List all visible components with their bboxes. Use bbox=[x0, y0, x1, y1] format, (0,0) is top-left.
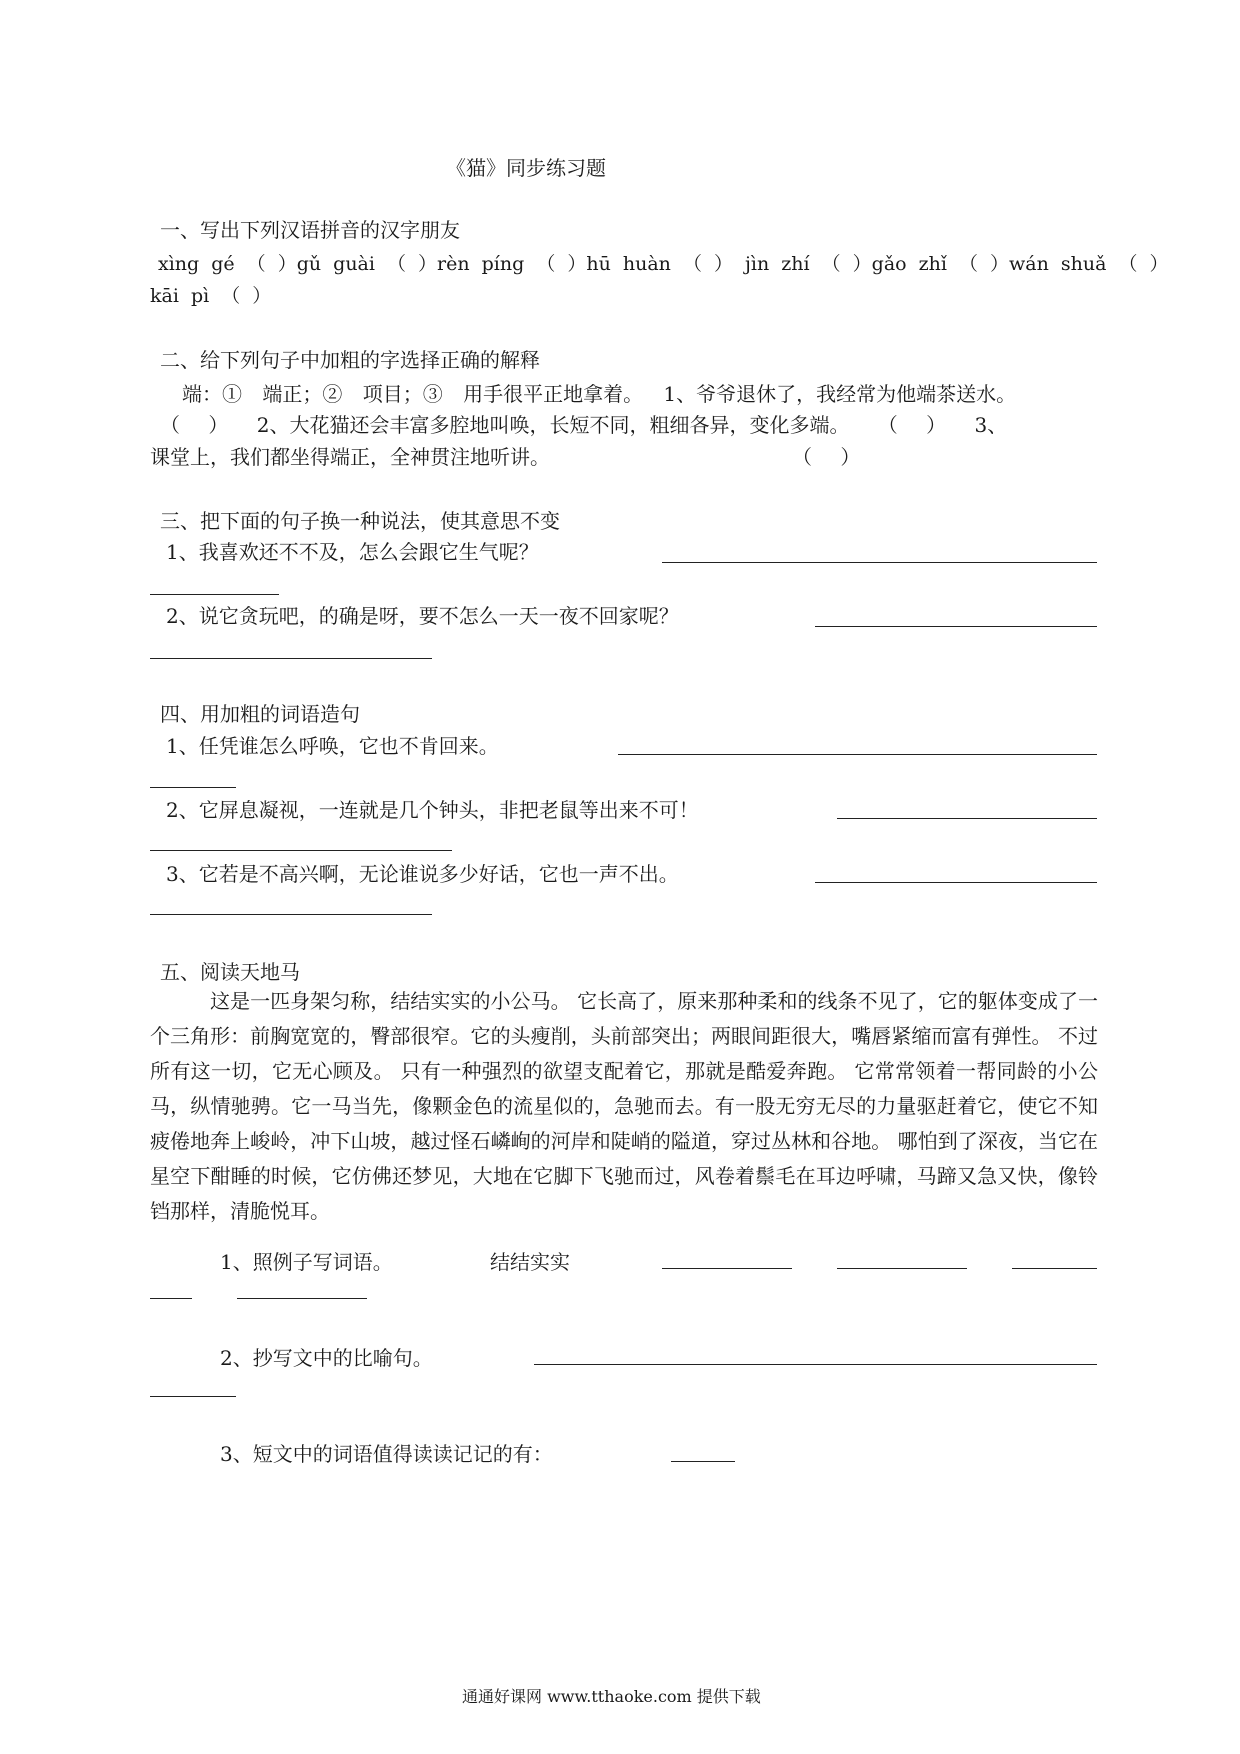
section-4-heading: 四、用加粗的词语造句 bbox=[160, 702, 360, 726]
section-5-question-1: 1、照例子写词语。 bbox=[220, 1250, 393, 1274]
answer-line bbox=[815, 626, 1097, 627]
section-3-question-1: 1、我喜欢还不不及，怎么会跟它生气呢？ bbox=[166, 540, 539, 564]
page-footer: 通通好课网 www.tthaoke.com 提供下载 bbox=[462, 1687, 761, 1706]
section-1-heading: 一、写出下列汉语拼音的汉字朋友 bbox=[160, 218, 460, 242]
section-3-question-2: 2、说它贪玩吧，的确是呀，要不怎么一天一夜不回家呢？ bbox=[166, 604, 679, 628]
page-title: 《猫》同步练习题 bbox=[446, 156, 606, 180]
pinyin-row-2: kāi pì （ ） bbox=[150, 285, 272, 307]
answer-line bbox=[150, 594, 279, 595]
answer-line bbox=[837, 818, 1097, 819]
answer-line bbox=[1012, 1268, 1097, 1269]
section-4-question-3: 3、它若是不高兴啊，无论谁说多少好话，它也一声不出。 bbox=[166, 862, 679, 886]
answer-paren: （ ） bbox=[792, 445, 861, 469]
answer-line bbox=[237, 1298, 367, 1299]
answer-line bbox=[534, 1364, 1097, 1365]
answer-line bbox=[837, 1268, 967, 1269]
word-example: 结结实实 bbox=[490, 1250, 570, 1274]
section-5-heading: 五、阅读天地马 bbox=[160, 960, 300, 984]
answer-line bbox=[150, 1396, 236, 1397]
section-5-question-2: 2、抄写文中的比喻句。 bbox=[220, 1346, 433, 1370]
section-4-question-1: 1、任凭谁怎么呼唤，它也不肯回来。 bbox=[166, 734, 499, 758]
answer-line bbox=[150, 914, 432, 915]
answer-line bbox=[815, 882, 1097, 883]
section-3-heading: 三、把下面的句子换一种说法，使其意思不变 bbox=[160, 509, 560, 533]
section-5-question-3: 3、短文中的词语值得读读记记的有： bbox=[220, 1442, 553, 1466]
answer-line bbox=[150, 850, 452, 851]
answer-line bbox=[150, 658, 432, 659]
section-2-heading: 二、给下列句子中加粗的字选择正确的解释 bbox=[160, 348, 540, 372]
section-2-line-3: 课堂上，我们都坐得端正，全神贯注地听讲。 bbox=[150, 445, 550, 469]
pinyin-row-1: xìng gé （ ）gǔ guài （ ）rèn píng （ ）hū huàn （ ） jìn zhí （ ）gǎo zhǐ （ ）wán shuǎ （ ） bbox=[158, 253, 1169, 275]
section-2-line-2: （ ） 2、大花猫还会丰富多腔地叫唤，长短不同，粗细各异，变化多端。 （ ） 3、 bbox=[160, 413, 1008, 437]
answer-line bbox=[618, 754, 1097, 755]
answer-line bbox=[150, 1298, 192, 1299]
answer-line bbox=[662, 562, 1097, 563]
answer-line bbox=[662, 1268, 792, 1269]
section-2-line-1: 端：① 端正；② 项目；③ 用手很平正地拿着。 1、爷爷退休了，我经常为他端茶送水。 bbox=[182, 382, 1017, 406]
section-4-question-2: 2、它屏息凝视，一连就是几个钟头，非把老鼠等出来不可！ bbox=[166, 798, 699, 822]
answer-line bbox=[671, 1461, 735, 1462]
answer-line bbox=[150, 787, 236, 788]
reading-passage: 这是一匹身架匀称，结结实实的小公马。 它长高了，原来那种柔和的线条不见了，它的躯体变成了一个三角形：前胸宽宽的，臀部很窄。它的头瘦削，头前部突出；两眼间距很大，嘴唇紧缩而富有弹性。 不过所有这一切，它无心顾及。 只有一种强烈的欲望支配着它，那就是酷爱奔跑。 它常常领着一帮同龄的小公马，纵情驰骋。它一马当先，像颗金色的流星似的，急驰而去。有一股无穷无尽的力量驱赶着它，使它不知疲倦地奔上峻岭，冲下山坡，越过怪石嶙峋的河岸和陡峭的隘道，穿过丛林和谷地。 哪怕到了深夜，当它在星空下酣睡的时候，它仿佛还梦见，大地在它脚下飞驰而过，风卷着鬃毛在耳边呼啸，马蹄又急又快，像铃铛那样，清脆悦耳。 bbox=[150, 989, 1098, 1223]
